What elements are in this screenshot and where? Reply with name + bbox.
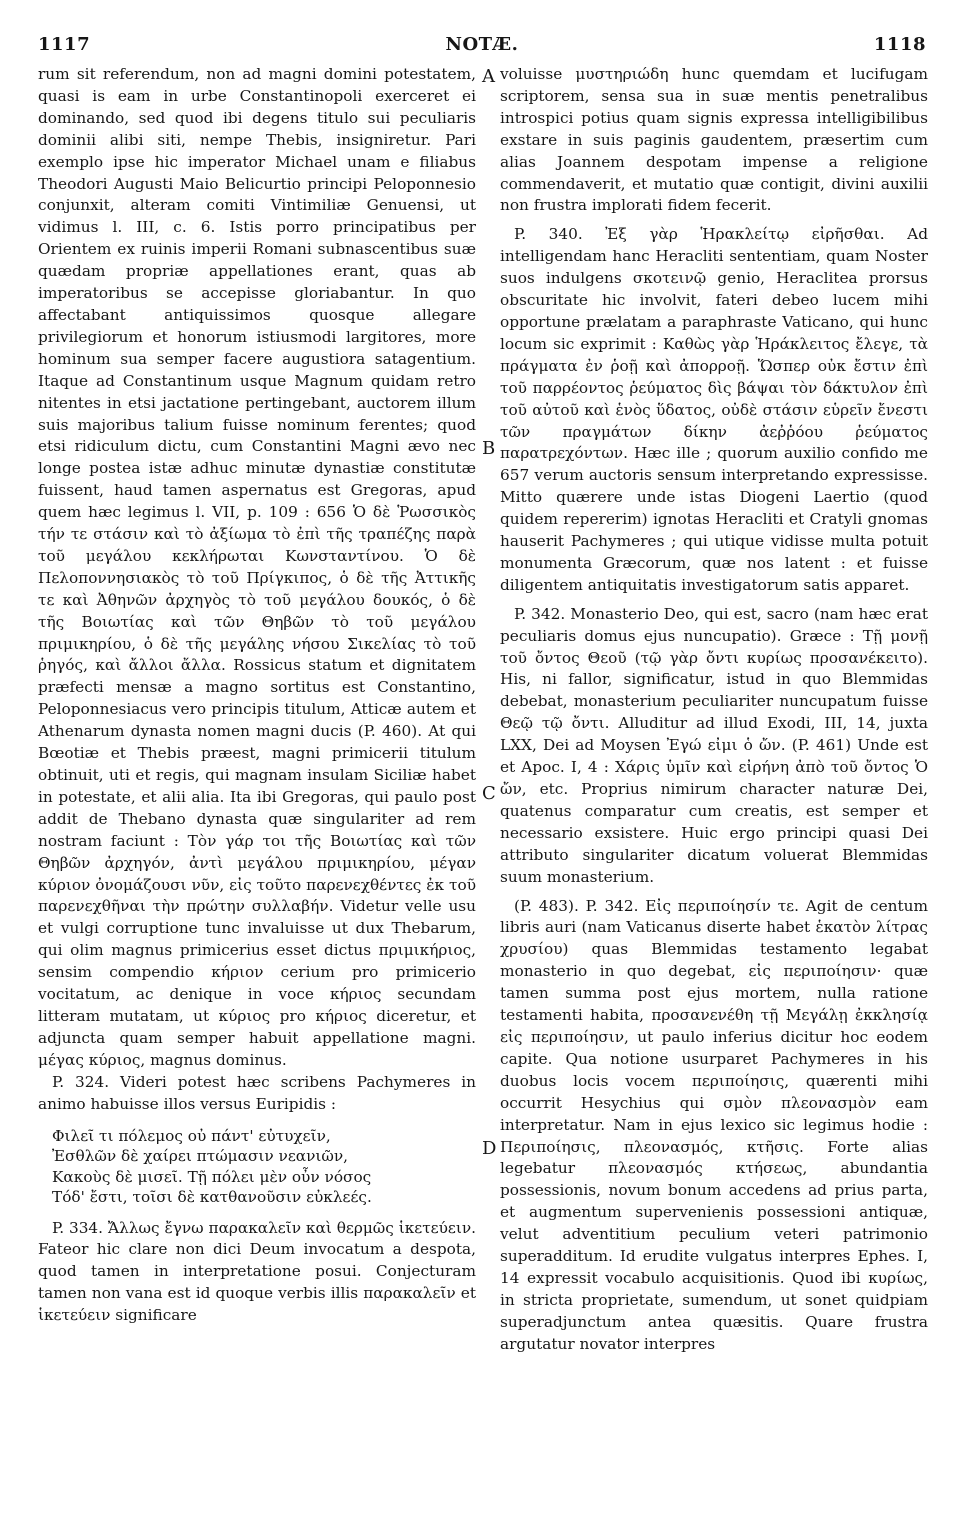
verse-line: Τόδ' ἔστι, τοῖσι δὲ κατθανοῦσιν εὐκλεές. (52, 1188, 372, 1206)
right-page-number: 1118 (873, 34, 926, 55)
verse-line: Ἐσθλῶν δὲ χαίρει πτώμασιν νεανιῶν, (52, 1147, 349, 1165)
margin-marker-d: D (482, 1138, 497, 1159)
margin-marker-a: A (482, 66, 495, 87)
verse-line: Κακοὺς δὲ μισεῖ. Τῇ πόλει μὲν οὖν νόσος (52, 1167, 372, 1186)
right-paragraph-3: P. 342. Monasterio Deo, qui est, sacro (nam hæc erat peculiaris domus ejus nuncupatio). Græce : Τῇ μονῇ τοῦ ὄντος Θεοῦ (τῷ γὰρ ὄντι κυρίως προσανέκειτο). His, ni fallor, significatur, istud in quo Blemmidas debebat, monasterium peculiariter nuncupatum fuisse Θεῷ τῷ ὄντι. Alluditur ad illud Exodi, III, 14, juxta LXX, Dei ad Moysen Ἐγώ εἰμι ὁ ὤν. (P. 461) Unde est et Apoc. I, 4 : Χάρις ὑμῖν καὶ εἰρήνη ἀπὸ τοῦ ὄντος Ὁ ὤν, etc. Proprius nimirum character naturæ Dei, quatenus comparatur cum creatis, est semper et necessario exsistere. Huic ergo principi quasi Dei attributo singulariter dicatum voluerat Blemmidas suum monasterium. (500, 604, 928, 886)
header-title: NOTÆ. (445, 34, 519, 55)
verse-line: Φιλεῖ τι πόλεμος οὐ πάντ' εὐτυχεῖν, (52, 1126, 331, 1145)
margin-marker-c: C (482, 783, 496, 804)
right-paragraph-4: (P. 483). P. 342. Εἰς περιποίησίν τε. Agit de centum libris auri (nam Vaticanus diserte habet ἑκατὸν λίτρας χρυσίου) quas Blemmidas testamento legabat monasterio in quo degebat, εἰς περιποίησιν· quæ tamen summa post ejus mortem, nulla ratione testamenti habita, προσανενέθη τῇ Μεγάλῃ ἐκκλησίᾳ εἰς περιποίησιν, ut paulo inferius dicitur hoc eodem capite. Qua notione usurparet Pachymeres in his duobus locis vocem περιποίησις, quærenti mihi occurrit Hesychius qui σμὸν πλεονασμὸν eam interpretatur. Nam in ejus lexico sic legimus hodie : Περιποίησις, πλεονασμός, κτῆσις. Forte alias legebatur πλεονασμός κτήσεως, abundantia possessionis, novum bonum accedens ad prius parta, et augmentum supervenienis possessioni antiquæ, velut adventitium peculium veteri patrimonio superadditum. Id erudite vulgatus interpres Ephes. I, 14 expressit vocabulo acquisitionis. Quod ibi κυρίως, in stricta proprietate, sumendum, ut sonet quidpiam superadjunctum antea quæsitis. Quare frustra argutatur novator interpres (500, 896, 928, 1353)
left-paragraph-3: P. 334. Ἄλλως ἔγνω παρακαλεῖν καὶ θερμῶς ἱκετεύειν. Fateor hic clare non dici Deum invocatum a despota, quod tamen in interpretatione posui. Conjecturam tamen non vana est id quoque verbis illis παρακαλεῖν et ἱκετεύειν significare (38, 1218, 476, 1325)
left-page-number: 1117 (38, 34, 91, 55)
left-column (38, 64, 476, 1327)
margin-marker-b: B (482, 438, 496, 459)
right-paragraph-2: P. 340. Ἐξ γὰρ Ἡρακλείτῳ εἰρῆσθαι. Ad intelligendam hanc Heracliti sententiam, quam Noster suos indulgens σκοτεινῷ genio, Heraclitea prorsus obscuritate hic involvit, fateri debeo lucem mihi opportune prælatam a paraphraste Vaticano, qui hunc locum sic exprimit : Καθὼς γὰρ Ἡράκλειτος ἔλεγε, τὰ πράγματα ἐν ῥοῇ καὶ ἀπορροῇ. Ὥσπερ οὐκ ἔστιν ἐπὶ τοῦ παρρέοντος ῥεύματος δὶς βάψαι τὸν δάκτυλον ἐπὶ τοῦ αὐτοῦ καὶ ἑνὸς ὕδατος, οὐδὲ στάσιν εὑρεῖν ἔνεστι τῶν πραγμάτων δίκην ἀεῤῥόου ῥεύματος παρατρεχόντων. Hæc ille ; quorum auxilio confido me 657 verum auctoris sensum interpretando expressisse. Mitto quærere unde istas Diogeni Laertio (quod quidem repererim) ignotas Heracliti et Cratyli gnomas hauserit Pachymeres ; qui utique vidisse multa potuit monumenta Græcorum, quæ nos latent : et fuisse diligentem antiquitatis investigatorum satis apparet. (500, 225, 928, 594)
right-column (500, 64, 928, 1356)
left-paragraph-1: rum sit referendum, non ad magni domini potestatem, quasi is eam in urbe Constantinopoli exerceret ei dominando, sed quod ibi degens titulo sui peculiaris dominii alibi siti, nempe Thebis, insigniretur. Pari exemplo ipse hic imperator Michael unam e filiabus Theodori Augusti Maio Belicurtio principi Peloponnesio conjunxit, alteram comiti Vintimiliæ Genuensi, ut vidimus l. III, c. 6. Istis porro principatibus per Orientem ex ruinis imperii Romani subnascentibus suæ quædam propriæ appellationes erant, quas ab imperatoribus se accepisse gloriabantur. In quo affectabant antiquissimos quosque allegare privilegiorum et honorum istiusmodi largitores, more hominum sua semper facere augustiora satagentium. Itaque ad Constantinum usque Magnum quidam retro nitentes in etsi jactatione pertingebant, auctorem illum suis majoribus talium fuisse nominum ferentes; quod etsi ridiculum dictu, cum Constantini Magni ævo nec longe postea istæ adhuc minutæ dynastiæ constitutæ fuissent, haud tamen aspernatus est Gregoras, apud quem hæc legimus l. VII, p. 109 : 656 Ὁ δὲ Ῥωσσικὸς τήν τε στάσιν καὶ τὸ ἀξίωμα τὸ ἐπὶ τῆς τραπέζης παρὰ τοῦ μεγάλου κεκλήρωται Κωνσταντίνου. Ὁ δὲ Πελοποννησιακὸς τὸ τοῦ Πρίγκιπος, ὁ δὲ τῆς Ἀττικῆς τε καὶ Ἀθηνῶν ἀρχηγὸς τὸ τοῦ μεγάλου δουκός, ὁ δὲ τῆς Βοιωτίας καὶ τῶν Θηβῶν τὸ τοῦ μεγάλου πριμικηρίου, ὁ δὲ τῆς μεγάλης νήσου Σικελίας τὸ τοῦ ῥηγός, καὶ ἄλλοι ἄλλα. Rossicus statum et dignitatem præfecti mensæ a magno sortitus est Constantino, Peloponnesiacus vero principis titulum, Atticæ autem et Athenarum dynasta nomen magni ducis (P. 460). At qui Bœotiæ et Thebis præest, magni primicerii titulum obtinuit, uti et regis, qui magnam insulam Siciliæ habet in potestate, et alii alia. Ita ibi Gregoras, qui paulo post addit de Thebano dynasta quæ singulariter ad rem nostram faciunt : Τὸν γάρ τοι τῆς Βοιωτίας καὶ τῶν Θηβῶν ἀρχηγόν, ἀντὶ μεγάλου πριμικηρίου, μέγαν κύριον ὀνομάζουσι νῦν, εἰς τοῦτο παρενεχθέντες ἐκ τοῦ παρενεχθῆναι τὴν πρώτην συλλαβήν. Videtur velle usu et vulgi corruptione tunc invaluisse ut dux Thebarum, qui olim magnus primicerius esset dictus πριμικήριος, sensim compendio κήριον cerium pro primicerio vocitatum, ac denique in voce κήριος secundam litteram mutatam, ut κύριος pro κήριος diceretur, et adjuncta quam semper habuit appellatione magni. μέγας κύριος, magnus dominus. (38, 65, 476, 1069)
left-paragraph-2: P. 324. Videri potest hæc scribens Pachymeres in animo habuisse illos versus Euripidis : (38, 1072, 476, 1113)
right-paragraph-1: voluisse μυστηριώδη hunc quemdam et lucifugam scriptorem, sensa sua in suæ mentis penetralibus introspici potius quam signis expressa intelligibilibus exstare in suis paginis gaudentem, præsertim cum alias Joannem despotam impense a religione commendaverit, et mutatio quæ contigit, divini auxilii non frustra implorati fidem fecerit. (500, 65, 928, 215)
running-header (38, 34, 926, 58)
euripides-verse (52, 1126, 476, 1208)
